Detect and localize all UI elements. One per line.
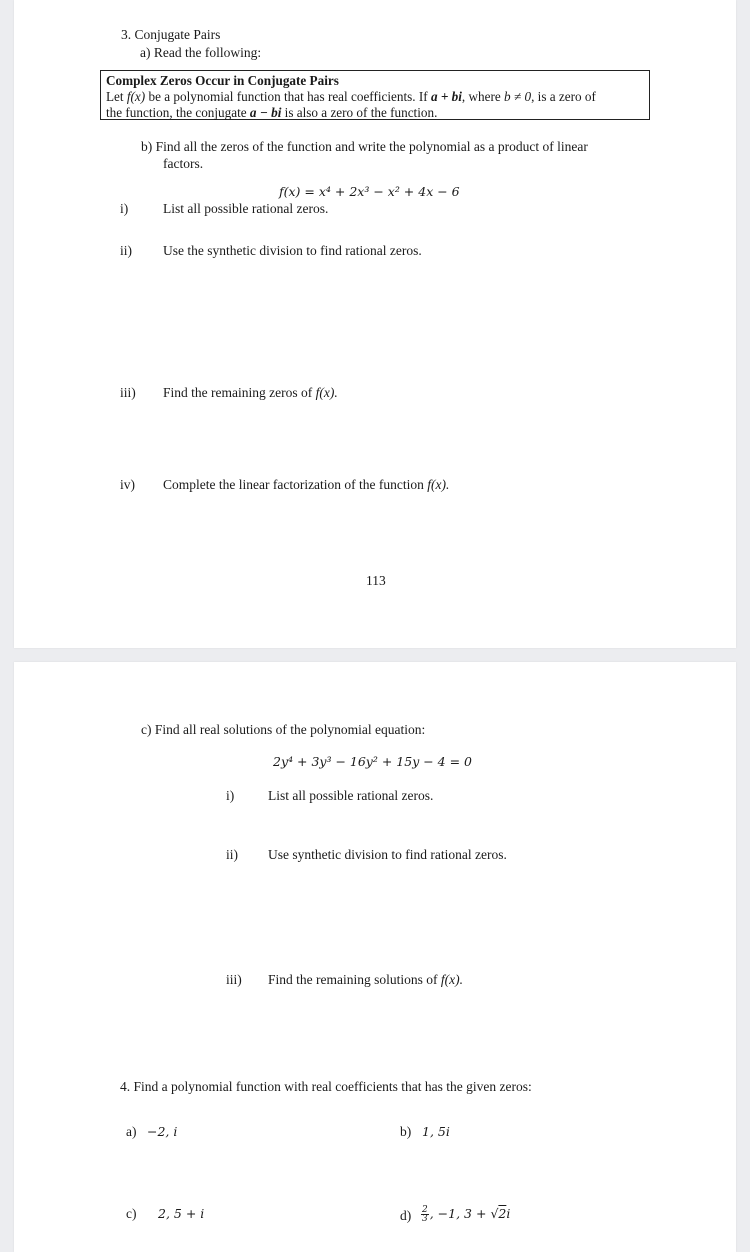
q3b-item-text: Use the synthetic division to find rational zeros.: [163, 243, 422, 258]
worksheet-page-2: [14, 662, 736, 1252]
theorem-line-2: the function, the conjugate a − bi is also a zero of the function.: [106, 105, 438, 120]
q4-heading: 4. Find a polynomial function with real coefficients that has the given zeros:: [120, 1079, 532, 1094]
q3c-item-text: Use synthetic division to find rational zeros.: [268, 847, 507, 862]
q4d-zeros: $\frac{2}{3}$ , −1, 3 + √2i: [422, 1205, 511, 1224]
q3c-instruction: c) Find all real solutions of the polynomial equation:: [141, 722, 426, 737]
q3c-equation: 2y⁴ + 3y³ − 16y² + 15y − 4 = 0: [273, 754, 473, 769]
q3b-item-text: Complete the linear factorization of the function f(x).: [163, 477, 450, 492]
theorem-line-1: Let f(x) be a polynomial function that has real coefficients. If a + bi, where b ≠ 0, is a zero of: [106, 89, 596, 104]
q3b-item-label: ii): [120, 243, 132, 258]
q3c-item-text: List all possible rational zeros.: [268, 788, 434, 803]
q3b-item-label: i): [120, 201, 129, 216]
q3c-item-text: Find the remaining solutions of f(x).: [268, 972, 463, 987]
page-number: 113: [366, 573, 386, 588]
q4b-zeros: 1, 5i: [422, 1124, 450, 1139]
q3b-item-label: iv): [120, 477, 135, 492]
q3c-item-label: iii): [226, 972, 242, 987]
q4b-label: b): [400, 1124, 412, 1139]
q4c-zeros: 2, 5 + i: [158, 1206, 205, 1221]
q3c-item-label: ii): [226, 847, 238, 862]
worksheet-page-1: [14, 0, 736, 648]
q3b-item-label: iii): [120, 385, 136, 400]
q4c-label: c): [126, 1206, 137, 1221]
conjugate-pairs-theorem-box: [100, 70, 650, 120]
fraction-two-thirds: $\frac{2}{3}$: [422, 1205, 428, 1224]
q3-heading: 3. Conjugate Pairs: [121, 27, 221, 42]
q4a-label: a): [126, 1124, 137, 1139]
q4d-label: d): [400, 1208, 412, 1223]
q3c-item-label: i): [226, 788, 235, 803]
q3a-instruction: a) Read the following:: [140, 45, 262, 60]
q3b-instruction-line-2: factors.: [163, 156, 204, 171]
q3b-instruction-line-1: b) Find all the zeros of the function and write the polynomial as a product of linear: [141, 139, 588, 154]
theorem-title: Complex Zeros Occur in Conjugate Pairs: [106, 73, 339, 88]
q3b-item-text: List all possible rational zeros.: [163, 201, 329, 216]
q4a-zeros: −2, i: [147, 1124, 178, 1139]
q3b-equation: f(x) = x⁴ + 2x³ − x² + 4x − 6: [279, 184, 460, 199]
q3b-item-text: Find the remaining zeros of f(x).: [163, 385, 338, 400]
